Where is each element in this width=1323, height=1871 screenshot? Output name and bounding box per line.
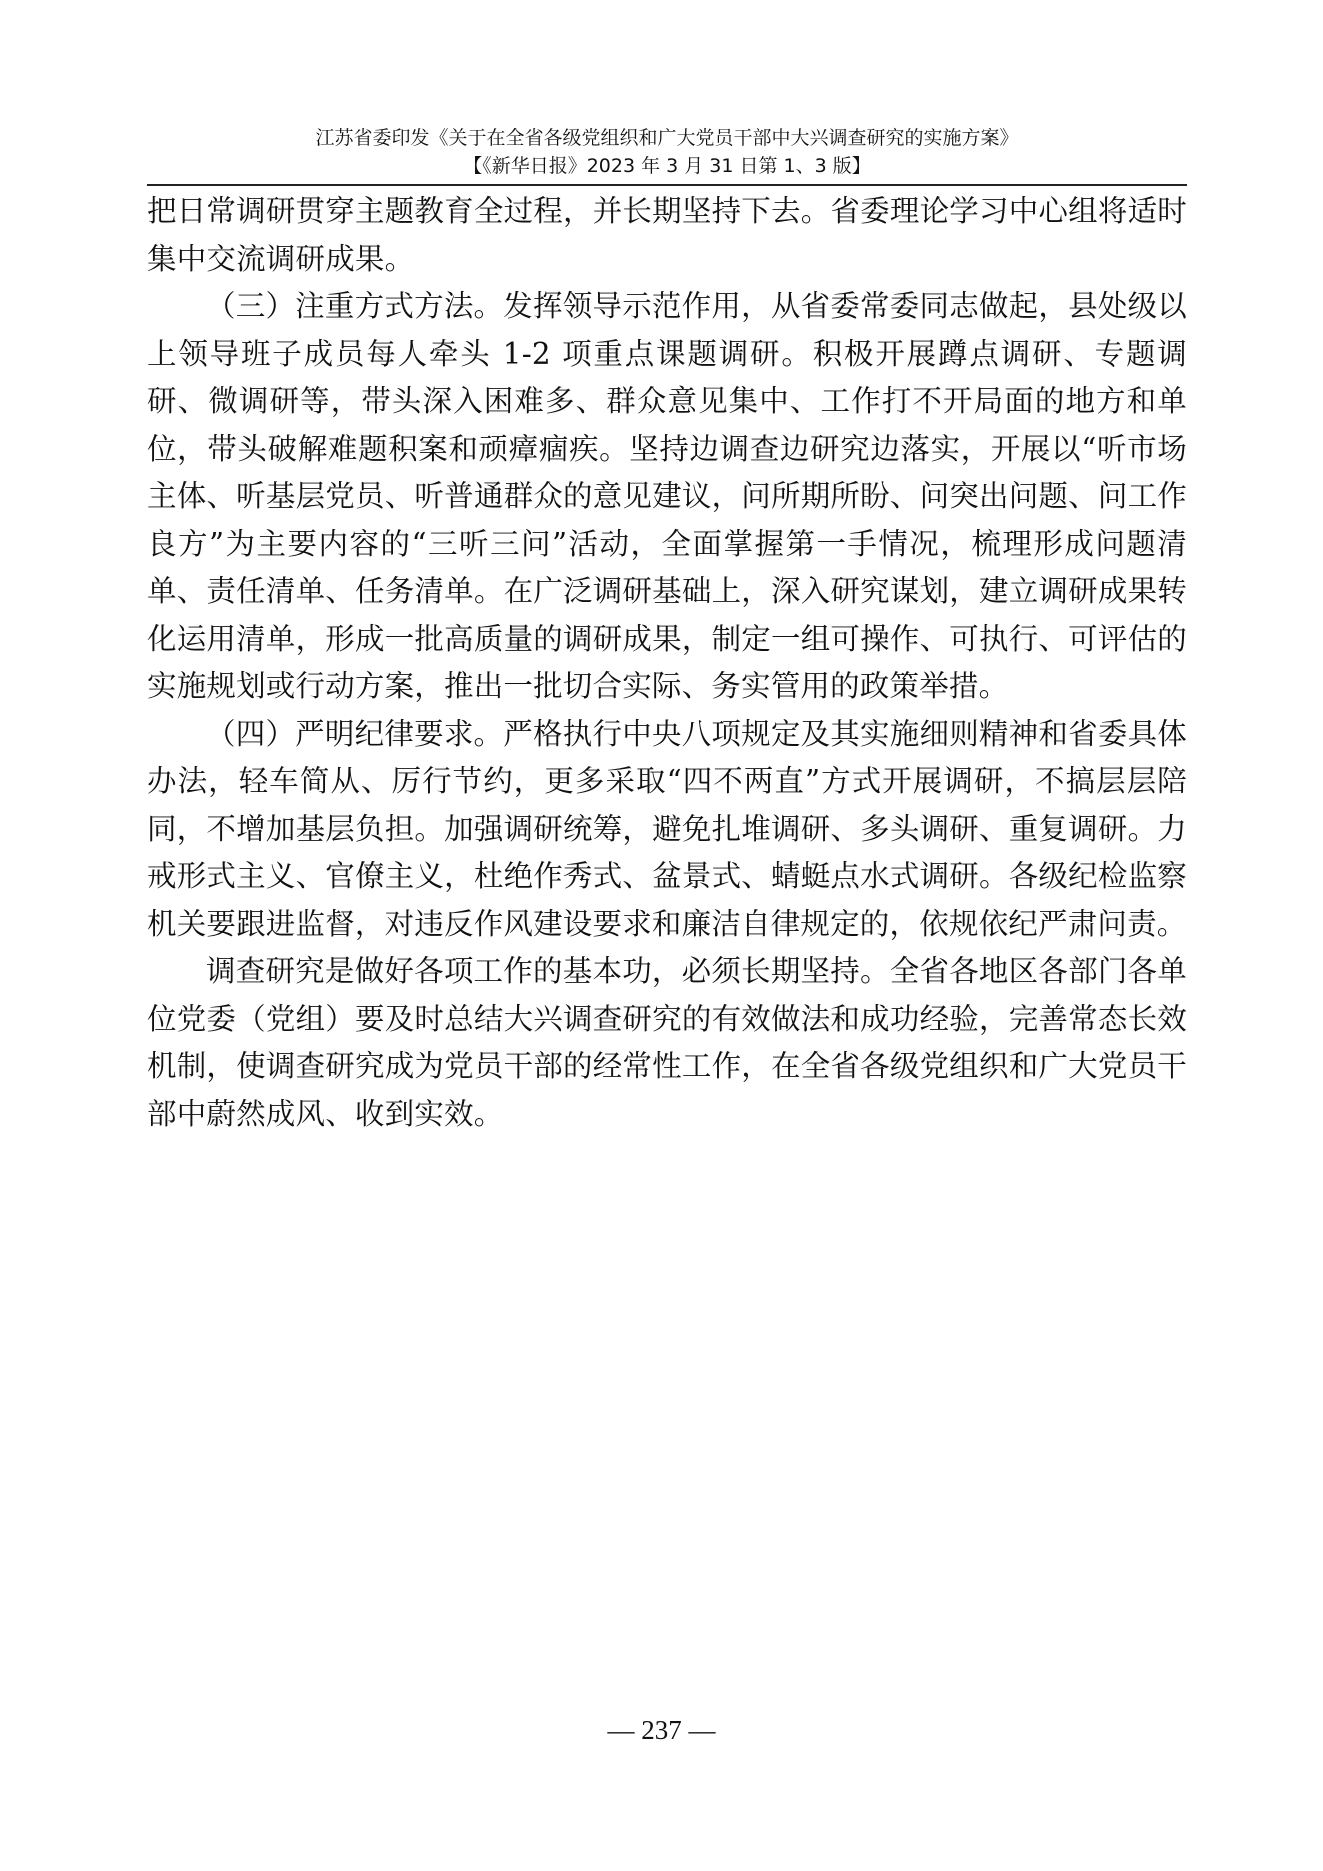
page-number: — 237 —	[607, 1715, 716, 1745]
header-rule	[147, 184, 1187, 186]
paragraph-methods: （三）注重方式方法。发挥领导示范作用，从省委常委同志做起，县处级以上领导班子成员每人牵头 1-2 项重点课题调研。积极开展蹲点调研、专题调研、微调研等，带头深入困难多、群众意见集中、工作打不开局面的地方和单位，带头破解难题积案和顽瘴痼疾。坚持边调查边研究边落实，开展以“听市场主体、听基层党员、听普通群众的意见建议，问所期所盼、问突出问题、问工作良方”为主要内容的“三听三问”活动，全面掌握第一手情况，梳理形成问题清单、责任清单、任务清单。在广泛调研基础上，深入研究谋划，建立调研成果转化运用清单，形成一批高质量的调研成果，制定一组可操作、可执行、可评估的实施规划或行动方案，推出一批切合实际、务实管用的政策举措。	[147, 289, 1187, 703]
paragraph-conclusion: 调查研究是做好各项工作的基本功，必须长期坚持。全省各地区各部门各单位党委（党组）要及时总结大兴调查研究的有效做法和成功经验，完善常态长效机制，使调查研究成为党员干部的经常性工作，在全省各级党组织和广大党员干部中蔚然成风、收到实效。	[147, 954, 1187, 1131]
paragraph-continued: 把日常调研贯穿主题教育全过程，并长期坚持下去。省委理论学习中心组将适时集中交流调研成果。	[147, 194, 1187, 276]
document-body	[147, 188, 1187, 1138]
header-title: 江苏省委印发《关于在全省各级党组织和广大党员干部中大兴调查研究的实施方案》	[315, 127, 1019, 149]
header-source: 【《新华日报》2023 年 3 月 31 日第 1、3 版】	[463, 155, 871, 177]
paragraph-discipline: （四）严明纪律要求。严格执行中央八项规定及其实施细则精神和省委具体办法，轻车简从、厉行节约，更多采取“四不两直”方式开展调研，不搞层层陪同，不增加基层负担。加强调研统筹，避免扎堆调研、多头调研、重复调研。力戒形式主义、官僚主义，杜绝作秀式、盆景式、蜻蜓点水式调研。各级纪检监察机关要跟进监督，对违反作风建设要求和廉洁自律规定的，依规依纪严肃问责。	[147, 716, 1187, 941]
running-header	[147, 124, 1187, 180]
